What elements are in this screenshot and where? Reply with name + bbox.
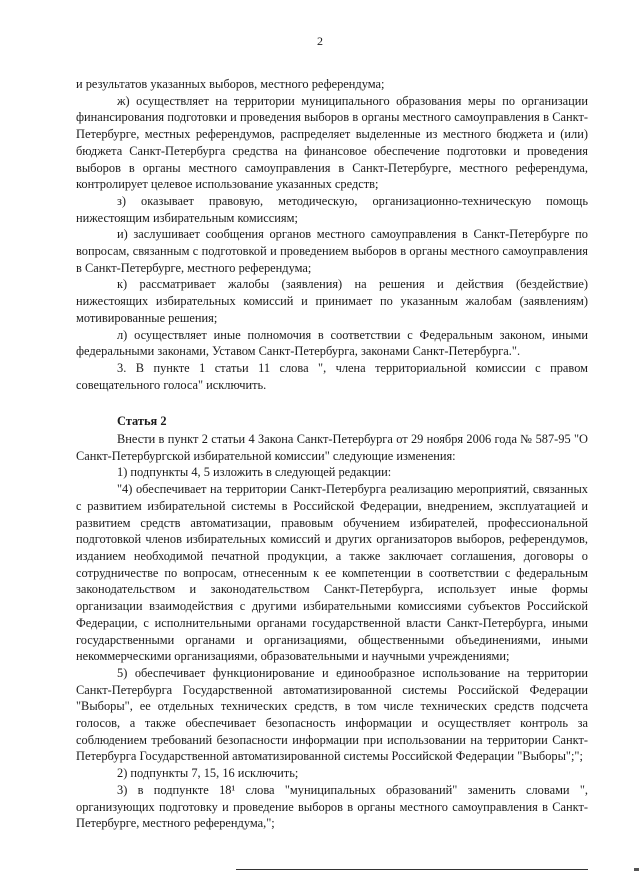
paragraph: з) оказывает правовую, методическую, организационно-техническую помощь нижестоящим избирательным комиссиям; <box>76 193 588 225</box>
paragraph: 2) подпункты 7, 15, 16 исключить; <box>117 766 299 781</box>
footer-rule <box>236 869 588 870</box>
paragraph: к) рассматривает жалобы (заявления) на решения и действия (бездействие) нижестоящих избирательных комиссий и принимает по указанным жалобам (заявлениям) мотивированные решения; <box>76 277 588 325</box>
amendment-paragraphs-bottom <box>76 431 588 832</box>
paragraph: 5) обеспечивает функционирование и единообразное использование на территории Санкт-Петербурга Государственной автоматизированной системы Российской Федерации "Выборы", ее отдельных технических средств, в том числе технических средств подсчета голосов, а также обеспечивает безопасность информации и осуществляет контроль за соблюдением требований безопасности информации при использовании на территории Санкт-Петербурга Государственной автоматизированной системы Российской Федерации "Выборы";"; <box>76 665 588 764</box>
article-heading: Статья 2 <box>117 414 167 429</box>
paragraph: ж) осуществляет на территории муниципального образования меры по организации финансирования подготовки и проведения выборов в органы местного самоуправления в Санкт-Петербурге, местных референдумов, распределяет выделенные из местного бюджета и (или) бюджета Санкт-Петербурга средства на финансовое обеспечение подготовки и проведения выборов в органы местного самоуправления в Санкт-Петербурге, местного референдума, контролирует целевое использование указанных средств; <box>76 93 588 192</box>
page-number: 2 <box>317 34 323 48</box>
paragraph: и результатов указанных выборов, местного референдума; <box>76 77 385 91</box>
paragraph: "4) обеспечивает на территории Санкт-Петербурга реализацию мероприятий, связанных с развитием избирательной системы в Российской Федерации, внедрением, эксплуатацией и развитием средств автоматизации, правовым обучением избирателей, профессиональной подготовкой членов избирательных комиссий и других организаторов выборов, референдумов, изданием необходимой печатной продукции, а также заключает соглашения, договоры о сотрудничестве по вопросам, отнесенным к ее компетенции в соответствии с федеральным законодательством и законодательством Санкт-Петербурга, использует иные формы организации взаимодействия с другими избирательными комиссиями субъектов Российской Федерации, с исполнительными органами государственной власти Санкт-Петербурга, иными государственными органами и организациями, общественными объединениями, иными некоммерческими организациями, образовательными и научными учреждениями; <box>76 482 588 664</box>
paragraph: л) осуществляет иные полномочия в соответствии с Федеральным законом, иными федеральными законами, Уставом Санкт-Петербурга, законами Санкт-Петербурга.". <box>76 327 588 359</box>
paragraph: 3) в подпункте 18¹ слова "муниципальных образований" заменить словами ", организующих подготовку и проведение выборов в органы местного самоуправления в Санкт-Петербурге, местного референдума,"; <box>76 782 588 831</box>
document-body <box>76 76 588 832</box>
amendment-paragraphs-top <box>76 76 588 393</box>
paragraph: и) заслушивает сообщения органов местного самоуправления в Санкт-Петербурге по вопросам, связанным с подготовкой и проведением выборов в органы местного самоуправления в Санкт-Петербурге, местного референдума; <box>76 227 588 275</box>
scan-artifact <box>634 868 639 871</box>
paragraph: 3. В пункте 1 статьи 11 слова ", члена территориальной комиссии с правом совещательного голоса" исключить. <box>76 360 588 392</box>
paragraph: Внести в пункт 2 статьи 4 Закона Санкт-Петербурга от 29 ноября 2006 года № 587-95 "О Санкт-Петербургской избирательной комиссии" следующие изменения: <box>76 432 588 463</box>
paragraph: 1) подпункты 4, 5 изложить в следующей редакции: <box>117 465 392 480</box>
